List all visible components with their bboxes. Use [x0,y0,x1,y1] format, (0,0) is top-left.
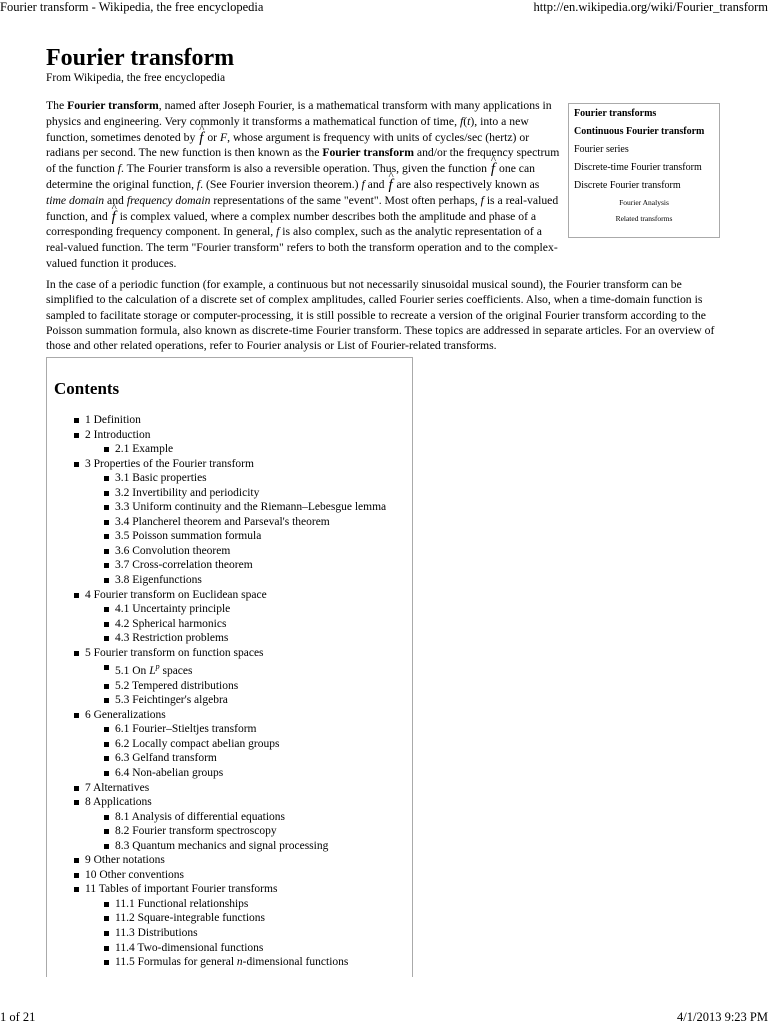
table-of-contents [46,357,413,977]
toc-item[interactable]: 8 Applications [47,795,386,810]
navbox-item-continuous[interactable]: Continuous Fourier transform [574,126,705,137]
toc-item[interactable]: 4 Fourier transform on Euclidean space [47,588,386,603]
toc-item[interactable]: 3.6 Convolution theorem [47,544,386,559]
toc-item[interactable]: 11.4 Two-dimensional functions [47,941,386,956]
toc-item[interactable]: 3.3 Uniform continuity and the Riemann–Lebesgue lemma [47,500,386,515]
toc-item[interactable]: 11.1 Functional relationships [47,897,386,912]
toc-item[interactable]: 3.5 Poisson summation formula [47,529,386,544]
toc-item[interactable]: 1 Definition [47,413,386,428]
toc-item[interactable]: 6.2 Locally compact abelian groups [47,737,386,752]
toc-item[interactable]: 3.7 Cross-correlation theorem [47,558,386,573]
toc-title: Contents [54,379,120,398]
f-hat-symbol: ^ f [490,164,496,174]
lead-paragraph: The Fourier transform, named after Joseph Fourier, is a mathematical transform with many applications in physics and engineering. Very commonly it transforms a mathematical function of time, f(t), into a new function, sometimes denoted by ^ f or F, whose argument is frequency with units of cycles/sec (hertz) or radians per second. The new function is then known as the Fourier transform and/or the frequency spectrum of the function f. The Fourier transform is also a reversible operation. Thus, given the function ^ f one can determine the original function, f. (See Fourier inversion theorem.) f and ^ f are also respectively known as time domain and frequency domain representations of the same "event". Most often perhaps, f is a real-valued function, and ^ f is complex valued, where a complex number describes both the amplitude and phase of a corresponding frequency component. In general, f is also complex, such as the analytic representation of a real-valued function. The term "Fourier transform" refers to both the transform operation and to the complex-valued function it produces. [46,98,560,272]
toc-item[interactable]: 7 Alternatives [47,781,386,796]
toc-item[interactable]: 6.4 Non-abelian groups [47,766,386,781]
toc-item[interactable]: 6.3 Gelfand transform [47,751,386,766]
toc-list [47,413,386,970]
toc-item[interactable]: 3.4 Plancherel theorem and Parseval's theorem [47,515,386,530]
toc-item[interactable]: 3.1 Basic properties [47,471,386,486]
toc-item[interactable]: 3.2 Invertibility and periodicity [47,486,386,501]
toc-item[interactable]: 6 Generalizations [47,708,386,723]
navbox-item-series[interactable]: Fourier series [574,144,629,155]
navbox-item-dft[interactable]: Discrete Fourier transform [574,180,681,191]
second-paragraph: In the case of a periodic function (for example, a continuous but not necessarily sinusoidal musical sound), the Fourier transform can be simplified to the calculation of a discrete set of complex amplitudes, called Fourier series coefficients. Also, when a time-domain function is sampled to facilitate storage or computer-processing, it is still possible to recreate a version of the original Fourier transform according to the Poisson summation formula, also known as discrete-time Fourier transform. These topics are addressed in separate articles. For an overview of those and other related operations, refer to Fourier analysis or List of Fourier-related transforms. [46,278,715,353]
toc-item[interactable]: 9 Other notations [47,853,386,868]
toc-item[interactable]: 11.3 Distributions [47,926,386,941]
navbox-item-dtft[interactable]: Discrete-time Fourier transform [574,162,702,173]
navbox-item-fourier-analysis[interactable]: Fourier Analysis [619,198,669,207]
navbox-item-related-transforms[interactable]: Related transforms [615,214,673,223]
article-title: Fourier transform [46,45,235,71]
fourier-transforms-navbox [568,103,720,238]
toc-item[interactable]: 8.3 Quantum mechanics and signal processing [47,839,386,854]
toc-item[interactable]: 5.1 On $L^p$ spaces [47,660,386,678]
print-timestamp: 4/1/2013 9:23 PM [677,1010,768,1024]
toc-item[interactable]: 2 Introduction [47,428,386,443]
f-hat-symbol: ^ f [111,212,117,222]
page-header-title: Fourier transform - Wikipedia, the free encyclopedia [0,0,264,14]
toc-item[interactable]: 5 Fourier transform on function spaces [47,646,386,661]
navbox-title[interactable]: Fourier transforms [574,108,657,119]
toc-item[interactable]: 3.8 Eigenfunctions [47,573,386,588]
toc-item[interactable]: 4.3 Restriction problems [47,631,386,646]
page-header-url[interactable]: http://en.wikipedia.org/wiki/Fourier_transform [533,0,768,14]
toc-item[interactable]: 4.1 Uncertainty principle [47,602,386,617]
toc-item[interactable]: 6.1 Fourier–Stieltjes transform [47,722,386,737]
toc-item[interactable]: 5.2 Tempered distributions [47,679,386,694]
toc-item[interactable]: 5.3 Feichtinger's algebra [47,693,386,708]
toc-item[interactable]: 8.1 Analysis of differential equations [47,810,386,825]
article-subtitle: From Wikipedia, the free encyclopedia [46,72,226,84]
toc-item[interactable]: 10 Other conventions [47,868,386,883]
toc-item[interactable]: 11 Tables of important Fourier transforms [47,882,386,897]
toc-item[interactable]: 11.2 Square-integrable functions [47,911,386,926]
toc-item[interactable]: 11.5 Formulas for general n-dimensional functions [47,955,386,970]
f-hat-symbol: ^ f [387,180,393,190]
page-number: 1 of 21 [0,1010,36,1024]
toc-item[interactable]: 4.2 Spherical harmonics [47,617,386,632]
toc-item[interactable]: 8.2 Fourier transform spectroscopy [47,824,386,839]
f-hat-symbol: ^ f [198,133,204,143]
toc-item[interactable]: 3 Properties of the Fourier transform [47,457,386,472]
toc-item[interactable]: 2.1 Example [47,442,386,457]
